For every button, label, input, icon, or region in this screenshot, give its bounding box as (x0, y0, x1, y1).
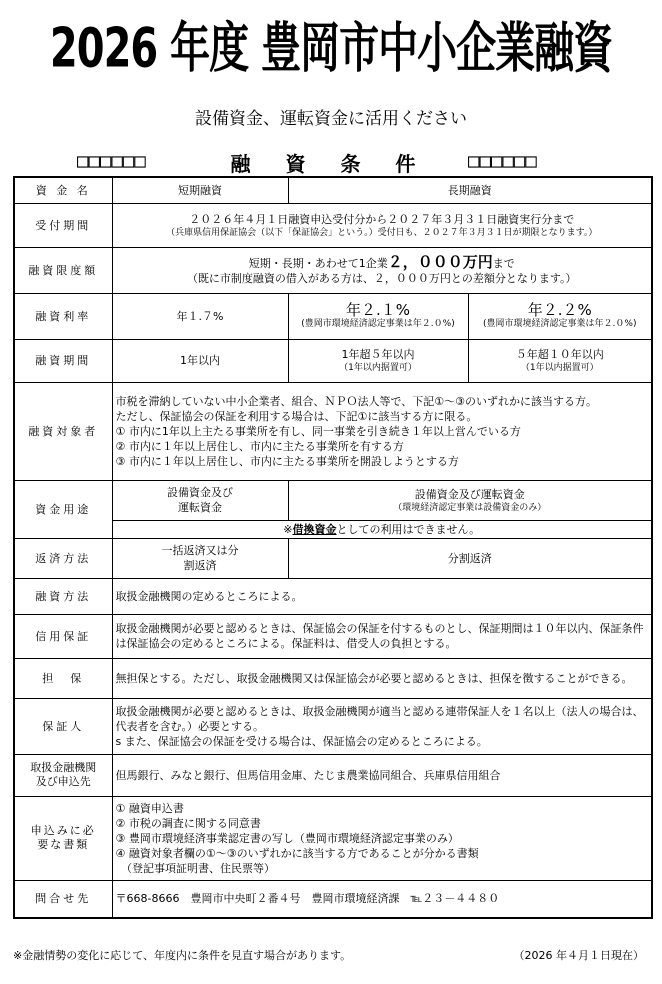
docs-line-3: ④ 融資対象者欄の①～③のいずれかに該当する方であることが分かる書類 (115, 846, 479, 860)
footer-note: ※金融情勢の変化に応じて、年度内に条件を見直す場合があります。 (13, 949, 352, 962)
period-note: （兵庫県信用保証協会（以下「保証協会」という。）受付日も、２０２７年３月３１日が期限となります。） (166, 227, 598, 238)
method-text: 取扱金融機関の定めるところによる。 (112, 578, 652, 614)
term-long2: ５年超１０年以内 (515, 348, 604, 361)
row-collateral (14, 658, 652, 698)
conditions-heading: 融 資 条 件 (230, 152, 430, 176)
usage-note: ※借換資金としての利用はできません。 (112, 520, 652, 538)
guarantee-text: 取扱金融機関が必要と認めるときは、保証協会の保証を付するものとし、保証期間は１０年以内、保証条件は保証協会の定めるところによる。保証料は、借受人の負担とする。 (112, 614, 652, 658)
page-title: 2026 年度 豊岡市中小企業融資 (49, 18, 613, 81)
header-term: 融資期間 (14, 339, 112, 382)
rate-long1: 年２.１% (345, 300, 411, 319)
header-guarantor: 保証人 (14, 698, 112, 754)
row-eligible (14, 382, 652, 480)
limit-cell (112, 247, 652, 293)
guarantor-text-2: s また、保証協会の保証を受ける場合は、保証協会の定めるところによる。 (115, 734, 488, 748)
header-repay: 返済方法 (14, 538, 112, 578)
docs-line-0: ① 融資申込書 (115, 801, 184, 815)
conditions-heading-row (0, 148, 662, 176)
rate-long1-cell (288, 293, 468, 339)
guarantor-cell (112, 698, 652, 754)
row-banks (14, 754, 652, 796)
eligible-line-2: ① 市内に1年以上主たる事業所を有し、同一事業を引き続き１年以上営んでいる方 (115, 424, 521, 438)
row-guarantee (14, 614, 652, 658)
row-docs (14, 796, 652, 880)
rate-long2-note: (豊岡市環境経済認定事業は年２.０%) (483, 318, 637, 329)
header-period: 受付期間 (14, 203, 112, 247)
usage-long-cell (288, 480, 652, 520)
period-main: ２０２６年４月１日融資申込受付分から２０２７年３月３１日融資実行分まで (189, 212, 575, 226)
row-usage (14, 480, 652, 520)
row-rate (14, 293, 652, 339)
term-long2-note: （1年以内据置可） (520, 363, 599, 373)
term-short: 1年以内 (112, 339, 288, 382)
header-docs: 申込みに必要な書類 (14, 796, 112, 880)
collateral-text: 無担保とする。ただし、取扱金融機関又は保証協会が必要と認めるときは、担保を徴することができる。 (112, 658, 652, 698)
guarantor-text-1: 取扱金融機関が必要と認めるときは、取扱金融機関が適当と認める連帯保証人を１名以上（法人の場合は、代表者を含む。）必要とする。 (115, 704, 644, 733)
limit-amount: ２，０００万円 (387, 252, 493, 271)
term-long1-cell (288, 339, 468, 382)
row-method (14, 578, 652, 614)
docs-line-1: ② 市税の調査に関する同意書 (115, 816, 261, 830)
header-usage: 資金用途 (14, 480, 112, 538)
rate-long1-note: (豊岡市環境経済認定事業は年２.０%) (301, 318, 455, 329)
period-cell (112, 203, 652, 247)
term-long1: 1年超５年以内 (341, 348, 415, 361)
row-fund-name (14, 177, 652, 203)
limit-line (116, 252, 649, 271)
contact-text: 〒668-8666 豊岡市中央町２番４号 豊岡市環境経済課 ℡２３－４４８０ (112, 880, 652, 918)
repay-short: 一括返済又は分割返済 (112, 538, 288, 578)
row-repay (14, 538, 652, 578)
usage-long-note: （環境経済認定事業は設備資金のみ） (393, 502, 547, 513)
docs-cell (112, 796, 652, 880)
usage-note-refinance: 借換資金 (292, 522, 337, 536)
usage-short: 設備資金及び運転資金 (112, 480, 288, 520)
row-guarantor (14, 698, 652, 754)
decorative-boxes-right: □□□□□□ (468, 150, 537, 172)
eligible-cell (112, 382, 652, 480)
docs-line-2: ③ 豊岡市環境経済事業認定書の写し（豊岡市環境経済認定事業のみ） (115, 831, 459, 845)
loan-conditions-table (13, 176, 653, 919)
limit-pre: 短期・長期・あわせて1企業 (248, 256, 388, 270)
header-limit: 融資限度額 (14, 247, 112, 293)
header-collateral: 担 保 (14, 658, 112, 698)
docs-line-4: （登記事項証明書、住民票等） (115, 861, 275, 875)
header-eligible: 融資対象者 (14, 382, 112, 480)
footer-date: （2026 年４月１日現在） (513, 949, 644, 962)
banks-text: 但馬銀行、みなと銀行、但馬信用金庫、たじま農業協同組合、兵庫県信用組合 (112, 754, 652, 796)
eligible-line-3: ② 市内に１年以上居住し、市内に主たる事業所を有する方 (115, 439, 404, 453)
decorative-boxes-left: □□□□□□ (77, 150, 146, 172)
limit-post: まで (492, 256, 515, 270)
header-banks: 取扱金融機関及び申込先 (14, 754, 112, 796)
row-limit (14, 247, 652, 293)
repay-long: 分割返済 (288, 538, 652, 578)
term-long2-cell (468, 339, 652, 382)
header-guarantee: 信用保証 (14, 614, 112, 658)
row-period (14, 203, 652, 247)
eligible-line-0: 市税を滞納していない中小企業者、組合、ＮＰＯ法人等で、下記①～③のいずれかに該当する方。 (115, 394, 597, 408)
rate-long2: 年２.２% (527, 300, 592, 319)
fund-long: 長期融資 (288, 177, 652, 203)
row-term (14, 339, 652, 382)
header-rate: 融資利率 (14, 293, 112, 339)
usage-long: 設備資金及び運転資金 (414, 487, 525, 501)
row-contact (14, 880, 652, 918)
term-long1-note: （1年以内据置可） (339, 363, 417, 373)
page-subtitle: 設備資金、運転資金に活用ください (195, 109, 467, 129)
eligible-line-1: ただし、保証協会の保証を利用する場合は、下記①に該当する方に限る。 (115, 409, 478, 423)
header-fund-name: 資 金 名 (14, 177, 112, 203)
header-contact: 問合せ先 (14, 880, 112, 918)
header-method: 融資方法 (14, 578, 112, 614)
limit-note: （既に市制度融資の借入がある方は、２，０００万円との差額分となります。） (186, 271, 577, 285)
rate-long2-cell (468, 293, 652, 339)
rate-short: 年１.７% (112, 293, 288, 339)
eligible-line-4: ③ 市内に１年以上居住し、市内に主たる事業所を開設しようとする方 (115, 454, 459, 468)
fund-short: 短期融資 (112, 177, 288, 203)
